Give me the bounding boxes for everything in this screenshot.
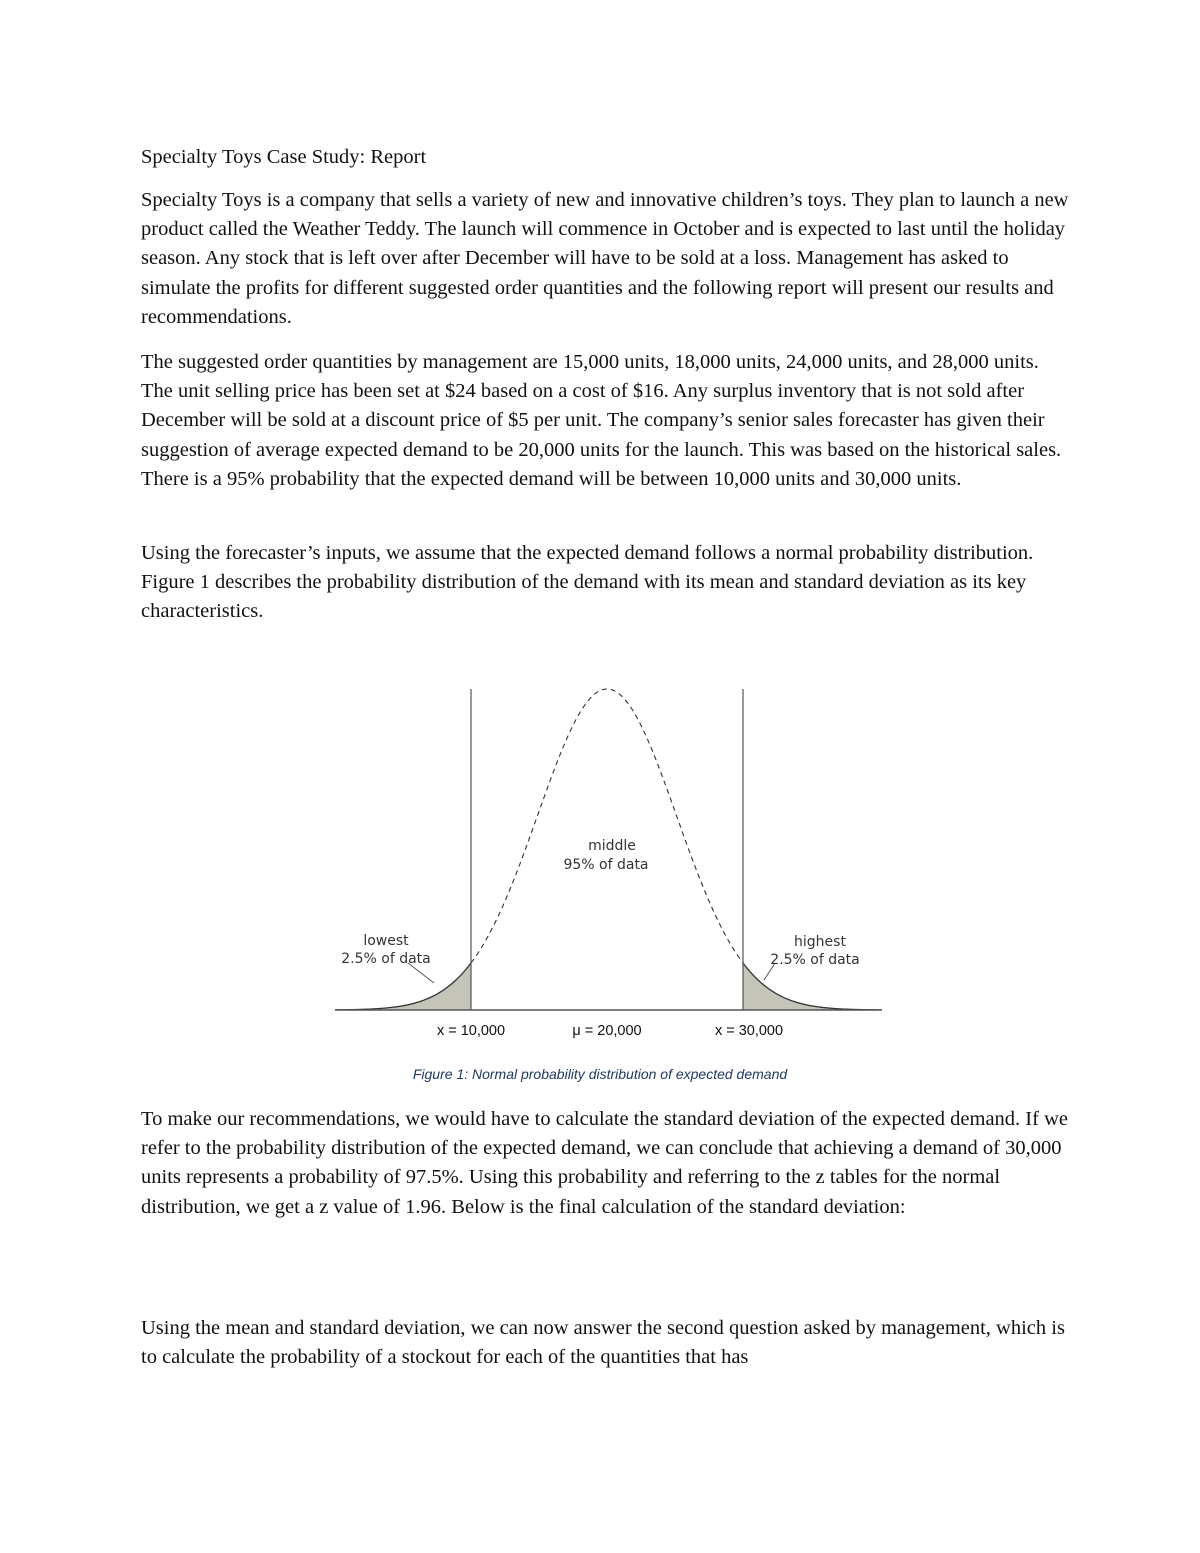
curve-middle-dashed [471, 689, 743, 963]
lowest-label-line1: lowest [363, 933, 409, 949]
normal-distribution-chart [330, 680, 890, 1050]
highest-label-line2: 2.5% of data [770, 952, 860, 968]
figure-caption: Figure 1: Normal probability distribution of expected demand [412, 1066, 788, 1082]
highest-tail-area [743, 963, 882, 1010]
x-tick-mean: μ = 20,000 [572, 1023, 642, 1039]
paragraph-intro: Specialty Toys is a company that sells a variety of new and innovative children’s toys. They plan to launch a new product called the Weather Teddy. The launch will commence in October and is expected to last until the holiday season. Any stock that is left over after December will have to be sold at a loss. Management has asked to simulate the profits for different suggested order quantities and the following report will present our results and recommendations. [141, 189, 1069, 328]
paragraph-distribution-assumption: Using the forecaster’s inputs, we assume that the expected demand follows a normal probability distribution. Figure 1 describes the probability distribution of the demand with its mean and standard deviation as its key characteristics. [141, 542, 1034, 623]
paragraph-order-quantities: The suggested order quantities by management are 15,000 units, 18,000 units, 24,000 units, and 28,000 units. The unit selling price has been set at $24 based on a cost of $16. Any surplus inventory that is not sold after December will be sold at a discount price of $5 per unit. The company’s senior sales forecaster has given their suggestion of average expected demand to be 20,000 units for the launch. This was based on the historical sales. There is a 95% probability that the expected demand will be between 10,000 units and 30,000 units. [141, 351, 1062, 490]
x-tick-upper: x = 30,000 [714, 1023, 784, 1039]
report-title: Specialty Toys Case Study: Report [141, 146, 427, 168]
lowest-label-line2: 2.5% of data [341, 951, 431, 967]
x-tick-lower: x = 10,000 [436, 1023, 506, 1039]
middle-label-line1: middle [588, 838, 636, 854]
normal-distribution-figure [330, 680, 890, 1050]
paragraph-stockout-intro: Using the mean and standard deviation, we can now answer the second question asked by management, which is to calculate the probability of a stockout for each of the quantities that has [141, 1317, 1065, 1369]
highest-label-line1: highest [794, 934, 846, 950]
lowest-tail-area [335, 963, 471, 1010]
middle-label-line2: 95% of data [563, 857, 649, 873]
paragraph-std-dev-calculation: To make our recommendations, we would have to calculate the standard deviation of the expected demand. If we refer to the probability distribution of the expected demand, we can conclude that achieving a demand of 30,000 units represents a probability of 97.5%. Using this probability and referring to the z tables for the normal distribution, we get a z value of 1.96. Below is the final calculation of the standard deviation: [141, 1108, 1068, 1218]
